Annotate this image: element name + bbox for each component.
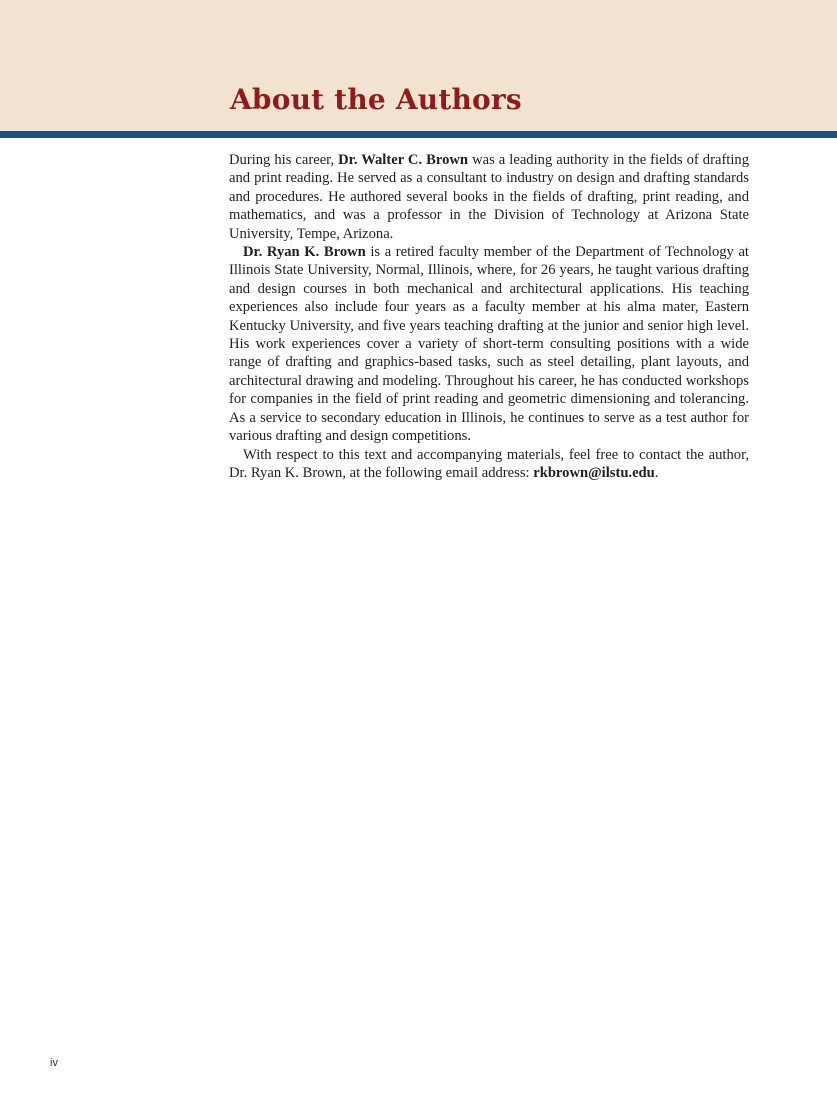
paragraph-text: . [654,464,659,481]
paragraph-text: was a leading authority in the fields of drafting and print reading. He served as a consultant to industry on design and drafting standards and procedures. He authored several books in the fields of drafting, print reading, and mathematics, and was a professor in the Division of Technology at Arizona State University, Tempe, Arizona. [229,152,750,242]
paragraph-contact [229,446,749,483]
author-name: Dr. Walter C. Brown [338,152,469,168]
paragraph-walter-brown [229,151,749,243]
page-number: iv [50,1057,58,1069]
paragraph-text: is a retired faculty member of the Department of Technology at Illinois State University, Normal, Illinois, where, for 26 years, he taught various drafting and design courses in both mechanical and architectural applications. His teaching experiences also include four years as a faculty member at his alma mater, Eastern Kentucky University, and five years teaching drafting at the junior and senior high level. His work experiences cover a variety of short-term consulting positions with a wide range of drafting and graphics-based tasks, such as steel detailing, plant layouts, and architectural drawing and modeling. Throughout his career, he has conducted workshops for companies in the field of print reading and geometric dimensioning and tolerancing. As a service to secondary education in Illinois, he continues to serve as a test author for various drafting and design competitions. [229,244,749,445]
page-title: About the Authors [230,83,522,116]
paragraph-text: During his career, [229,152,339,168]
paragraph-text: With respect to this text and accompanying materials, feel free to contact the author, Dr. Ryan K. Brown, at the following email address: [229,446,749,481]
body-text [229,151,749,482]
contact-email[interactable]: rkbrown@ilstu.edu [533,464,655,481]
paragraph-ryan-brown [229,243,749,445]
author-name: Dr. Ryan K. Brown [243,244,366,261]
header-rule [0,131,837,138]
